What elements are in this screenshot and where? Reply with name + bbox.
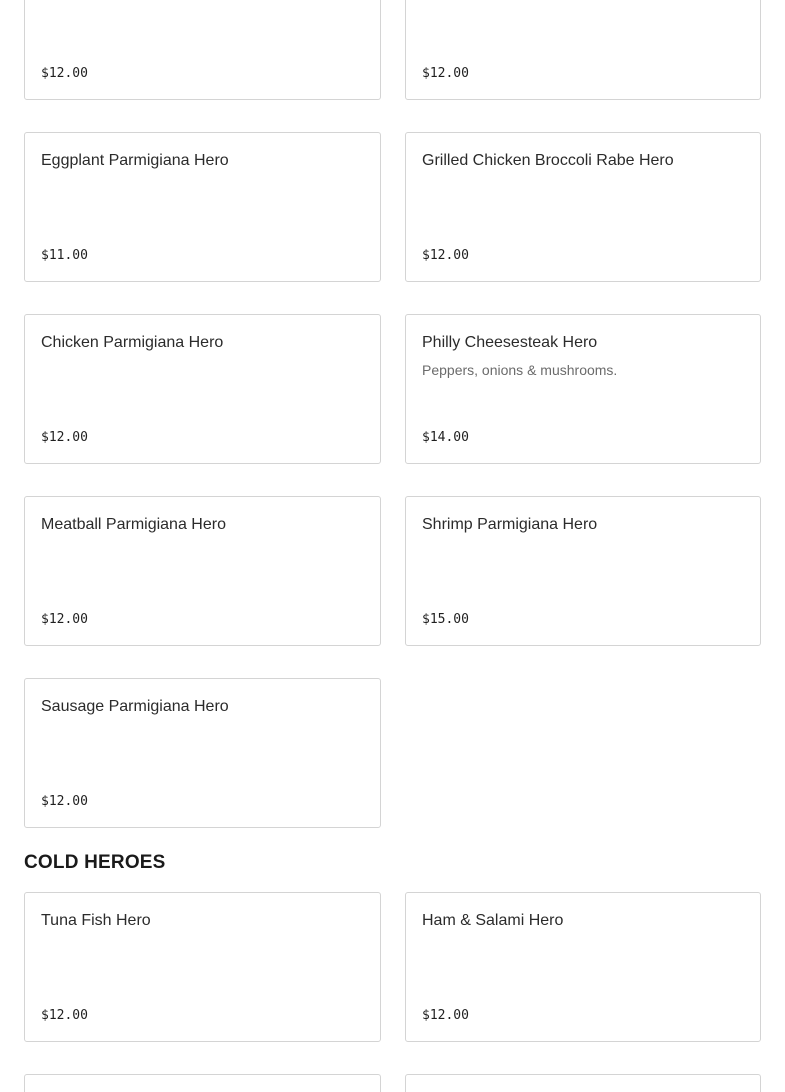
menu-item-name: Tuna Fish Hero xyxy=(41,912,151,929)
menu-item-card[interactable] xyxy=(24,1074,381,1092)
menu-item-description: Peppers, onions & mushrooms. xyxy=(422,362,618,378)
menu-item-price: $12.00 xyxy=(41,430,88,445)
menu-item-card[interactable] xyxy=(24,496,381,646)
menu-item-card[interactable] xyxy=(24,314,381,464)
menu-item-name: Grilled Chicken Broccoli Rabe Hero xyxy=(422,152,674,169)
menu-item-card[interactable] xyxy=(405,0,761,100)
menu-item-price: $11.00 xyxy=(41,248,88,263)
menu-item-name: Philly Cheesesteak Hero xyxy=(422,334,598,351)
menu-item-card[interactable] xyxy=(24,892,381,1042)
menu-item-price: $12.00 xyxy=(41,794,88,809)
menu-item-price: $12.00 xyxy=(41,612,88,627)
menu-item-card[interactable] xyxy=(24,132,381,282)
menu-item-name: Chicken Parmigiana Hero xyxy=(41,334,224,351)
section-title-cold-heroes: COLD HEROES xyxy=(24,852,166,873)
menu-item-card[interactable] xyxy=(405,132,761,282)
menu-item-card[interactable] xyxy=(405,892,761,1042)
menu-item-price: $12.00 xyxy=(422,1008,469,1023)
menu-item-card[interactable] xyxy=(405,1074,761,1092)
menu-item-name: Sausage Parmigiana Hero xyxy=(41,698,229,715)
menu-item-price: $12.00 xyxy=(41,66,88,81)
menu-item-name: Shrimp Parmigiana Hero xyxy=(422,516,598,533)
menu-item-name: Ham & Salami Hero xyxy=(422,912,564,929)
menu-item-price: $15.00 xyxy=(422,612,469,627)
menu-item-price: $12.00 xyxy=(422,248,469,263)
menu-item-price: $12.00 xyxy=(41,1008,88,1023)
menu-item-price: $12.00 xyxy=(422,66,469,81)
menu-item-name: Eggplant Parmigiana Hero xyxy=(41,152,229,169)
menu-item-card[interactable] xyxy=(24,0,381,100)
menu-item-card[interactable] xyxy=(405,496,761,646)
menu-item-card[interactable] xyxy=(405,314,761,464)
menu-item-card[interactable] xyxy=(24,678,381,828)
menu-item-price: $14.00 xyxy=(422,430,469,445)
menu-item-name: Meatball Parmigiana Hero xyxy=(41,516,226,533)
